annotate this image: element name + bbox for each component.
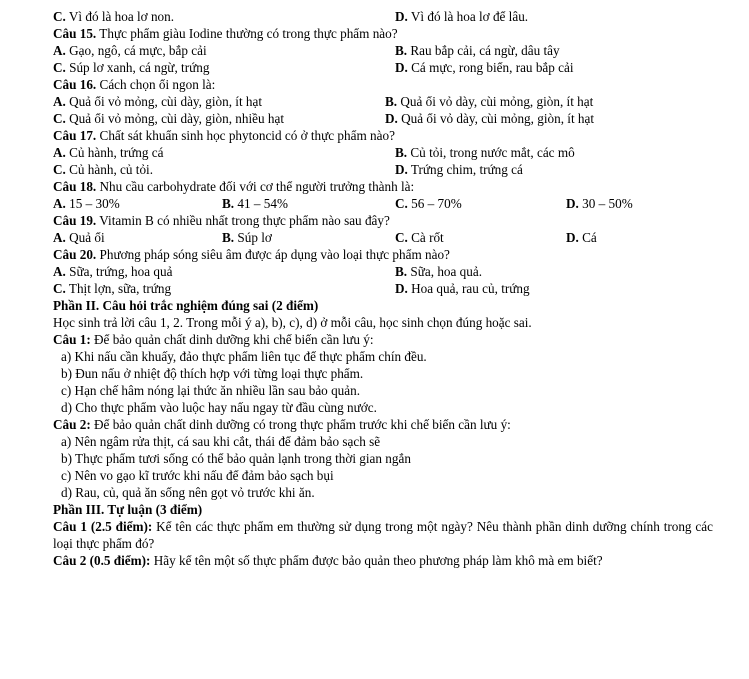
part2-q1-item-c: c) Hạn chế hâm nóng lại thức ăn nhiều lần sau bảo quản.: [61, 383, 361, 398]
q17-stem: Câu 17. Chất sát khuẩn sinh học phytoncid có ở thực phẩm nào?: [53, 128, 395, 143]
q15-options-row-2: [0, 59, 749, 76]
q16-options-row-1: [0, 93, 749, 110]
q20-options-row-1: [0, 263, 749, 280]
q14-options-row: [0, 8, 749, 25]
part2-q2-item-d: d) Rau, củ, quả ăn sống nên gọt vỏ trước khi ăn.: [61, 485, 315, 500]
part2-q1-item-a: a) Khi nấu cần khuấy, đảo thực phẩm liên tục để thực phẩm chín đều.: [61, 349, 427, 364]
q14-option-d: D. Vì đó là hoa lơ để lâu.: [395, 9, 529, 24]
part2-q2-item-c: c) Nên vo gạo kĩ trước khi nấu để đảm bảo sạch bụi: [61, 468, 334, 483]
q16-options-row-2: [0, 110, 749, 127]
q20-option-a: A. Sữa, trứng, hoa quả: [53, 264, 173, 279]
part3-q2: Câu 2 (0.5 điểm): Hãy kể tên một số thực phẩm được bảo quản theo phương pháp làm khô mà em biết?: [53, 553, 603, 568]
q17-options-row-1: [0, 144, 749, 161]
q19-options-row: [0, 229, 749, 246]
q20-option-d: D. Hoa quả, rau củ, trứng: [395, 281, 530, 296]
q20-options-row-2: [0, 280, 749, 297]
q15-option-b: B. Rau bắp cải, cá ngừ, dâu tây: [395, 43, 560, 58]
part2-q1-item-d: d) Cho thực phẩm vào luộc hay nấu ngay từ đầu cùng nước.: [61, 400, 377, 415]
q19-option-d: D. Cá: [566, 230, 597, 245]
q20-stem: Câu 20. Phương pháp sóng siêu âm được áp dụng vào loại thực phẩm nào?: [53, 247, 450, 262]
q18-option-c: C. 56 – 70%: [395, 196, 462, 211]
q16-option-a: A. Quả ổi vỏ mỏng, cùi dày, giòn, ít hạt: [53, 94, 263, 109]
q20-option-b: B. Sữa, hoa quả.: [395, 264, 482, 279]
part2-q1-stem: Câu 1: Để bảo quản chất dinh dưỡng khi chế biến cần lưu ý:: [53, 332, 374, 347]
q15-option-d: D. Cá mực, rong biển, rau bắp cải: [395, 60, 574, 75]
part2-q1-item-b: b) Đun nấu ở nhiệt độ thích hợp với từng loại thực phẩm.: [61, 366, 364, 381]
part3-q1: Câu 1 (2.5 điểm): Kể tên các thực phẩm em thường sử dụng trong một ngày? Nêu thành phần dinh dưỡng chính trong các loại thực phẩm đó?: [53, 519, 713, 551]
part2-q2-item-b: b) Thực phẩm tươi sống có thể bảo quản lạnh trong thời gian ngắn: [61, 451, 411, 466]
q15-option-c: C. Súp lơ xanh, cá ngừ, trứng: [53, 60, 210, 75]
q18-stem: Câu 18. Nhu cầu carbohydrate đối với cơ thể người trưởng thành là:: [53, 179, 415, 194]
q17-option-c: C. Củ hành, củ tỏi.: [53, 162, 154, 177]
q17-options-row-2: [0, 161, 749, 178]
q19-stem: Câu 19. Vitamin B có nhiều nhất trong thực phẩm nào sau đây?: [53, 213, 390, 228]
part2-heading: Phần II. Câu hỏi trắc nghiệm đúng sai (2 điểm): [53, 298, 319, 313]
part2-q2-stem: Câu 2: Để bảo quản chất dinh dưỡng có trong thực phẩm trước khi chế biến cần lưu ý:: [53, 417, 511, 432]
q19-option-c: C. Cà rốt: [395, 230, 444, 245]
q17-option-d: D. Trứng chim, trứng cá: [395, 162, 523, 177]
q19-option-a: A. Quả ổi: [53, 230, 105, 245]
q16-stem: Câu 16. Cách chọn ổi ngon là:: [53, 77, 216, 92]
q20-option-c: C. Thịt lợn, sữa, trứng: [53, 281, 172, 296]
q18-option-b: B. 41 – 54%: [222, 196, 288, 211]
q15-option-a: A. Gạo, ngô, cá mực, bắp cải: [53, 43, 207, 58]
part2-q2-item-a: a) Nên ngâm rửa thịt, cá sau khi cắt, thái để đảm bảo sạch sẽ: [61, 434, 381, 449]
q16-option-b: B. Quả ổi vỏ dày, cùi mỏng, giòn, ít hạt: [385, 94, 594, 109]
q18-option-a: A. 15 – 30%: [53, 196, 120, 211]
q16-option-c: C. Quả ổi vỏ mỏng, cùi dày, giòn, nhiều hạt: [53, 111, 284, 126]
q17-option-b: B. Củ tỏi, trong nước mắt, các mô: [395, 145, 575, 160]
q18-options-row: [0, 195, 749, 212]
q15-stem: Câu 15. Thực phẩm giàu Iodine thường có trong thực phẩm nào?: [53, 26, 398, 41]
part3-heading: Phần III. Tự luận (3 điểm): [53, 502, 203, 517]
q18-option-d: D. 30 – 50%: [566, 196, 633, 211]
q19-option-b: B. Súp lơ: [222, 230, 272, 245]
q14-option-c: C. Vì đó là hoa lơ non.: [53, 9, 175, 24]
q16-option-d: D. Quả ổi vỏ dày, cùi mỏng, giòn, ít hạt: [385, 111, 595, 126]
q17-option-a: A. Củ hành, trứng cá: [53, 145, 164, 160]
q15-options-row-1: [0, 42, 749, 59]
part2-instruction: Học sinh trả lời câu 1, 2. Trong mỗi ý a), b), c), d) ở mỗi câu, học sinh chọn đúng hoặc sai.: [53, 315, 532, 330]
